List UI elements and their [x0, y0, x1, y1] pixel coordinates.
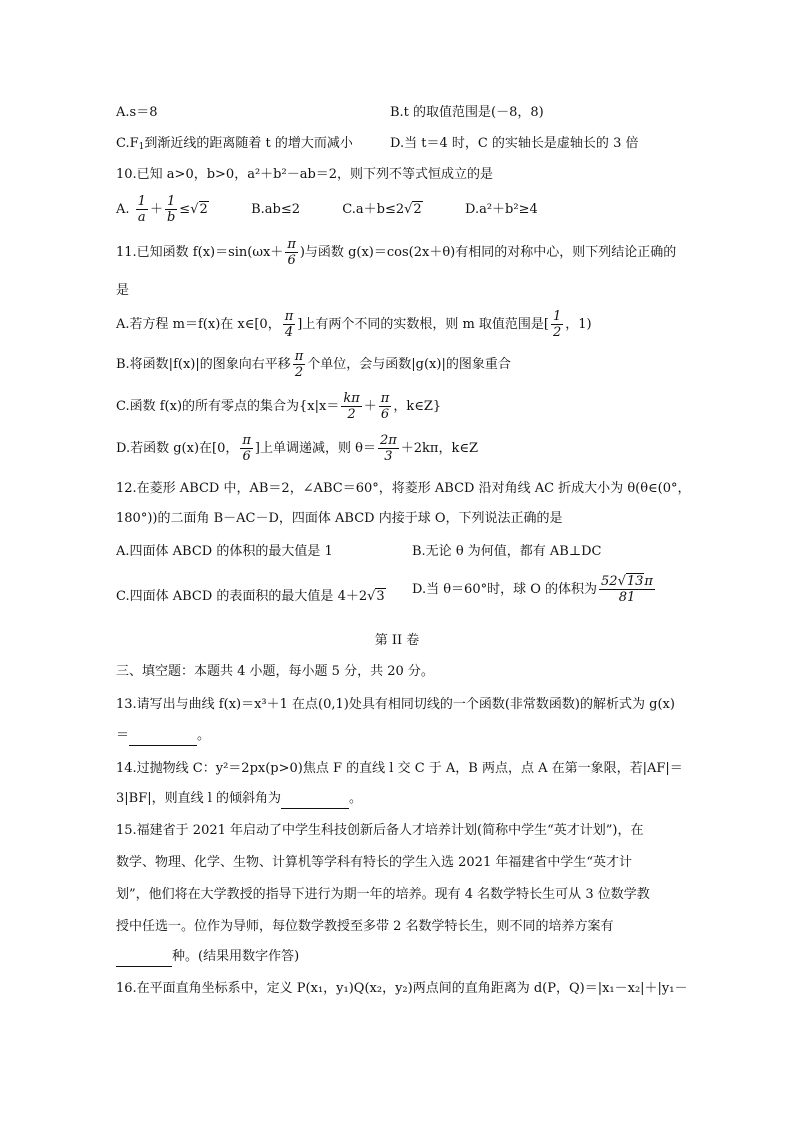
q11-d-frac2-den: 3	[384, 449, 393, 464]
q15-line-5-post: 种。(结果用数字作答)	[172, 949, 300, 964]
q11-stem-frac-num: π	[287, 237, 296, 252]
q11-stem-tail-text: 是	[116, 283, 130, 298]
q9-option-a	[116, 104, 157, 122]
q12-c-sqrt-rad: 3	[376, 589, 385, 604]
q11-d-pre: D.若函数 g(x)在[0，	[116, 441, 239, 456]
q9-option-c	[116, 135, 353, 156]
q13-line-1	[116, 696, 675, 714]
section-heading-text: 三、填空题：本题共 4 小题，每小题 5 分，共 20 分。	[116, 664, 434, 679]
q11-d-frac2	[378, 433, 399, 464]
q13-answer-blank[interactable]	[129, 727, 197, 746]
q15-line-2	[116, 854, 632, 872]
q9-option-c-pre: C.F	[116, 136, 139, 151]
q11-stem-post: )与函数 g(x)＝cos(2x＋θ)有相同的对称中心，则下列结论正确的	[299, 245, 677, 260]
q10-stem-text: 10.已知 a>0，b>0，a²＋b²－ab＝2，则下列不等式恒成立的是	[116, 167, 494, 182]
q11-d-frac2-num: 2π	[379, 433, 397, 448]
q12-stem-2	[116, 510, 563, 528]
q10-a-frac1	[136, 194, 148, 225]
q12-option-b	[412, 543, 601, 561]
q12-option-d	[412, 572, 657, 608]
q12-d-num-pre: 52	[601, 574, 618, 589]
q10-a-frac1-num: 1	[137, 194, 146, 209]
q15-line-3	[116, 886, 650, 904]
q10-a-plus: ＋	[149, 202, 163, 217]
section-heading	[116, 663, 434, 681]
q12-d-num-post: π	[644, 574, 653, 589]
q12-c-sqrt: √3	[367, 589, 385, 604]
q14-line-2	[116, 790, 362, 809]
q10-a-sqrt: √2	[190, 202, 208, 217]
q15-line-2-text: 数学、物理、化学、生物、计算机等学科有特长的学生入选 2021 年福建省中学生“英才计	[116, 855, 632, 870]
q12-d-pre: D.当 θ＝60°时，球 O 的体积为	[412, 582, 598, 597]
q10-a-sqrt-rad: 2	[199, 202, 208, 217]
q11-stem-pre: 11.已知函数 f(x)＝sin(ωx＋	[116, 245, 284, 260]
q11-d-frac-den: 6	[242, 449, 251, 464]
q14-line-1	[116, 760, 683, 778]
q12-option-c	[116, 588, 386, 606]
q11-a-frac2-den: 2	[553, 325, 562, 340]
section-title-text: 第 II 卷	[374, 633, 420, 648]
q11-c-frac2	[379, 391, 392, 422]
q11-option-d	[116, 432, 478, 466]
q11-c-frac2-num: π	[380, 391, 390, 406]
q11-c-frac	[341, 391, 361, 422]
q12-d-frac	[599, 574, 655, 605]
q11-stem	[116, 236, 676, 270]
q11-a-frac2	[551, 309, 563, 340]
q12-d-frac-den: 81	[618, 590, 636, 605]
q11-stem-frac	[285, 237, 298, 268]
q12-option-a	[116, 543, 333, 561]
q11-stem-frac-den: 6	[287, 253, 296, 268]
q11-a-mid: ]上有两个不同的实数根，则 m 取值范围是[	[297, 317, 549, 332]
q10-a-pre: A.	[116, 202, 130, 217]
q12-d-num-sqrt: √13	[617, 574, 644, 589]
q11-b-post: 个单位，会与函数|g(x)|的图象重合	[307, 357, 511, 372]
q12-c-pre: C.四面体 ABCD 的表面积的最大值是 4＋2	[116, 589, 368, 604]
q15-line-4-text: 授中任选一。位作为导师，每位数学教授至多带 2 名数学特长生，则不同的培养方案有	[116, 919, 614, 934]
q10-c-sqrt-rad: 2	[413, 202, 422, 217]
q13-line-2-post: 。	[197, 728, 211, 743]
q9-option-b-text: B.t 的取值范围是(－8，8)	[390, 105, 544, 120]
q10-a-frac2-num: 1	[165, 194, 177, 210]
q12-option-a-text: A.四面体 ABCD 的体积的最大值是 1	[116, 544, 333, 559]
q11-c-frac-num: kπ	[343, 391, 360, 406]
q10-a-frac2-den: b	[166, 210, 176, 225]
q11-a-frac-num: π	[284, 309, 294, 324]
q15-line-1-text: 15.福建省于 2021 年启动了中学生科技创新后备人才培养计划(简称中学生“英才计划”)，在	[116, 823, 644, 838]
q13-line-2-pre: ＝	[116, 728, 130, 743]
q10-c-sqrt: √2	[404, 202, 422, 217]
q16-line-1-text: 16.在平面直角坐标系中，定义 P(x₁，y₁)Q(x₂，y₂)两点间的直角距离为 d(P，Q)＝|x₁－x₂|＋|y₁－	[116, 981, 688, 996]
section-title	[0, 632, 794, 650]
q11-d-frac	[240, 433, 253, 464]
q11-c-plus: ＋	[363, 399, 377, 414]
q10-a-frac2	[165, 194, 177, 225]
q16-line-1	[116, 980, 687, 998]
q11-b-pre: B.将函数|f(x)|的图象向右平移	[116, 357, 291, 372]
q11-c-pre: C.函数 f(x)的所有零点的集合为{x|x＝	[116, 399, 340, 414]
q11-d-mid: ]上单调递减，则 θ＝	[254, 441, 376, 456]
q11-c-post: ，k∈Z}	[393, 399, 442, 414]
q10-stem	[116, 166, 493, 184]
q11-option-c	[116, 390, 441, 424]
q11-b-frac	[293, 349, 306, 380]
q11-c-frac-den: 2	[347, 407, 356, 422]
q9-option-c-sub: 1	[138, 142, 145, 152]
q12-stem-1-text: 12.在菱形 ABCD 中，AB＝2，∠ABC＝60°，将菱形 ABCD 沿对角线 AC 折成大小为 θ(θ∈(0°，	[116, 481, 691, 496]
q11-d-post: ＋2kπ，k∈Z	[400, 441, 479, 456]
q14-line-2-post: 。	[349, 791, 363, 806]
q10-option-b: B.ab≤2	[251, 202, 300, 217]
q11-b-frac-den: 2	[294, 365, 304, 380]
q15-line-3-text: 划”，他们将在大学教授的指导下进行为期一年的培养。现有 4 名数学特长生可从 3 位数学教	[116, 887, 650, 902]
q9-option-d	[390, 135, 638, 153]
q11-a-frac-den: 4	[284, 325, 294, 340]
q11-b-frac-num: π	[294, 349, 304, 364]
q9-option-a-text: A.s＝8	[116, 105, 158, 120]
q10-a-frac1-den: a	[137, 210, 146, 225]
q12-stem-1	[116, 480, 691, 498]
q10-a-post: ≤	[179, 202, 191, 217]
q13-line-1-text: 13.请写出与曲线 f(x)＝x³＋1 在点(0,1)处具有相同切线的一个函数(非常数函数)的解析式为 g(x)	[116, 697, 675, 712]
q15-answer-blank[interactable]	[116, 948, 172, 967]
q11-a-post: ，1)	[565, 317, 592, 332]
q11-stem-tail	[116, 282, 129, 300]
q12-option-b-text: B.无论 θ 为何值，都有 AB⊥DC	[412, 544, 602, 559]
q12-d-num-sqrt-rad: 13	[626, 574, 644, 589]
q12-stem-2-text: 180°))的二面角 B－AC－D，四面体 ABCD 内接于球 O，下列说法正确的是	[116, 511, 563, 526]
q11-option-a	[116, 308, 592, 342]
q15-line-4	[116, 918, 614, 936]
q11-a-frac2-num: 1	[553, 309, 562, 324]
q15-line-1	[116, 822, 643, 840]
q14-line-1-text: 14.过抛物线 C：y²＝2px(p>0)焦点 F 的直线 l 交 C 于 A，B 两点，点 A 在第一象限，若|AF|＝	[116, 761, 683, 776]
q9-option-c-post: 到渐近线的距离随着 t 的增大而减小	[144, 136, 353, 151]
q10-option-d: D.a²＋b²≥4	[464, 202, 538, 217]
q11-option-b	[116, 348, 511, 382]
q11-a-pre: A.若方程 m＝f(x)在 x∈[0，	[116, 317, 281, 332]
q13-line-2	[116, 727, 210, 746]
q9-option-b	[390, 104, 544, 122]
q14-line-2-pre: 3|BF|，则直线 l 的倾斜角为	[116, 791, 282, 806]
q12-d-frac-num	[599, 574, 655, 590]
q11-a-frac	[283, 309, 296, 340]
q14-answer-blank[interactable]	[281, 790, 349, 809]
q10-options	[116, 193, 538, 227]
q15-line-5	[116, 948, 299, 967]
q11-c-frac2-den: 6	[380, 407, 390, 422]
q11-d-frac-num: π	[242, 433, 251, 448]
q10-c-pre: C.a＋b≤2	[342, 202, 405, 217]
q9-option-d-text: D.当 t＝4 时，C 的实轴长是虚轴长的 3 倍	[390, 136, 639, 151]
